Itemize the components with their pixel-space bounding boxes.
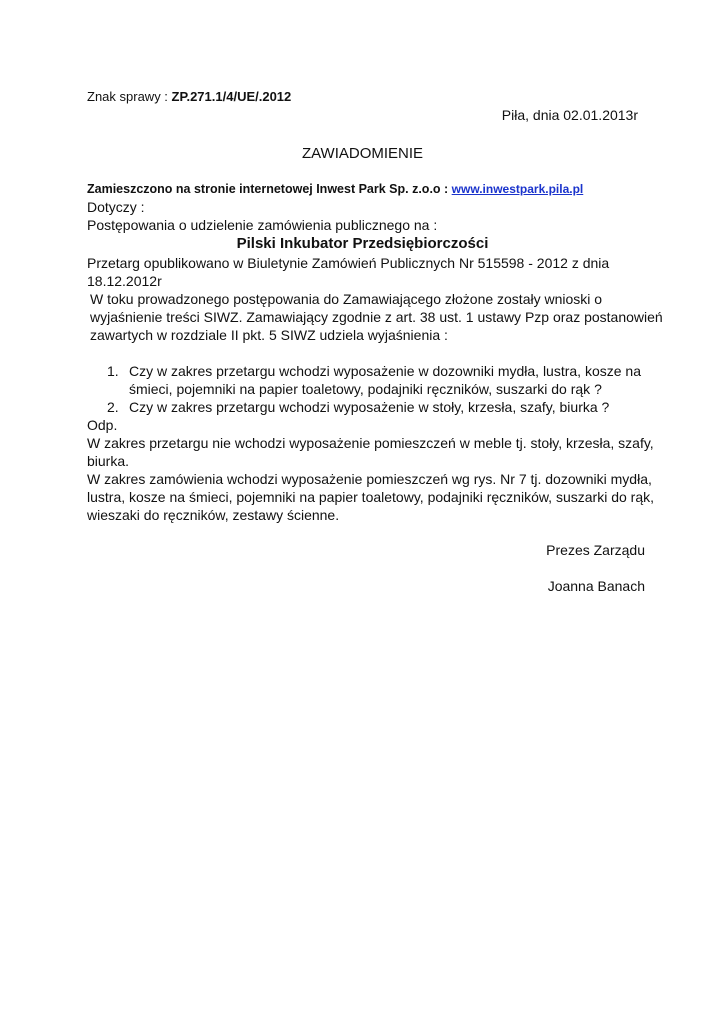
tender-info-line1: Przetarg opublikowano w Biuletynie Zamówień Publicznych Nr 515598 - 2012 z dnia <box>87 255 610 271</box>
question-1-line1: Czy w zakres przetargu wchodzi wyposażenie w dozowniki mydła, lustra, kosze na <box>129 363 641 379</box>
case-reference-label: Znak sprawy : <box>87 89 172 104</box>
body-line1: W toku prowadzonego postępowania do Zamawiającego złożone zostały wnioski o <box>90 291 603 307</box>
place-date: Piła, dnia 02.01.2013r <box>501 107 638 123</box>
body-line2: wyjaśnienie treści SIWZ. Zamawiający zgodnie z art. 38 ust. 1 ustawy Pzp oraz postanowień <box>90 309 663 325</box>
answer-line2: biurka. <box>87 453 130 469</box>
question-1-number: 1. <box>107 363 119 379</box>
question-2-line1: Czy w zakres przetargu wchodzi wyposażenie w stoły, krzesła, szafy, biurka ? <box>129 399 610 415</box>
signature-role: Prezes Zarządu <box>546 542 645 558</box>
procedure-text: Postępowania o udzielenie zamówienia publicznego na : <box>87 217 438 233</box>
question-2 <box>107 398 609 416</box>
document-title: ZAWIADOMIENIE <box>301 145 424 162</box>
regarding-label: Dotyczy : <box>87 199 145 215</box>
tender-info-line2: 18.12.2012r <box>87 273 162 289</box>
posted-text: Zamieszczono na stronie internetowej Inwest Park Sp. z.o.o : <box>87 182 452 196</box>
posted-notice <box>87 180 583 198</box>
answer-line1: W zakres przetargu nie wchodzi wyposażenie pomieszczeń w meble tj. stoły, krzesła, szafy, <box>87 435 654 451</box>
question-1 <box>107 362 641 380</box>
project-name: Pilski Inkubator Przedsiębiorczości <box>236 235 489 252</box>
signature-name: Joanna Banach <box>547 578 645 594</box>
case-reference-value: ZP.271.1/4/UE/.2012 <box>171 89 292 104</box>
answer-label: Odp. <box>87 417 118 433</box>
case-reference <box>87 88 291 106</box>
answer-line5: wieszaki do ręczników, zestawy ścienne. <box>87 507 340 523</box>
website-link[interactable]: www.inwestpark.pila.pl <box>451 182 584 196</box>
body-line3: zawartych w rozdziale II pkt. 5 SIWZ udziela wyjaśnienia : <box>90 327 448 343</box>
answer-line4: lustra, kosze na śmieci, pojemniki na papier toaletowy, podajniki ręczników, suszarki do rąk, <box>87 489 654 505</box>
question-1-line2: śmieci, pojemniki na papier toaletowy, podajniki ręczników, suszarki do rąk ? <box>129 381 602 397</box>
question-2-number: 2. <box>107 399 119 415</box>
answer-line3: W zakres zamówienia wchodzi wyposażenie pomieszczeń wg rys. Nr 7 tj. dozowniki mydła, <box>87 471 652 487</box>
